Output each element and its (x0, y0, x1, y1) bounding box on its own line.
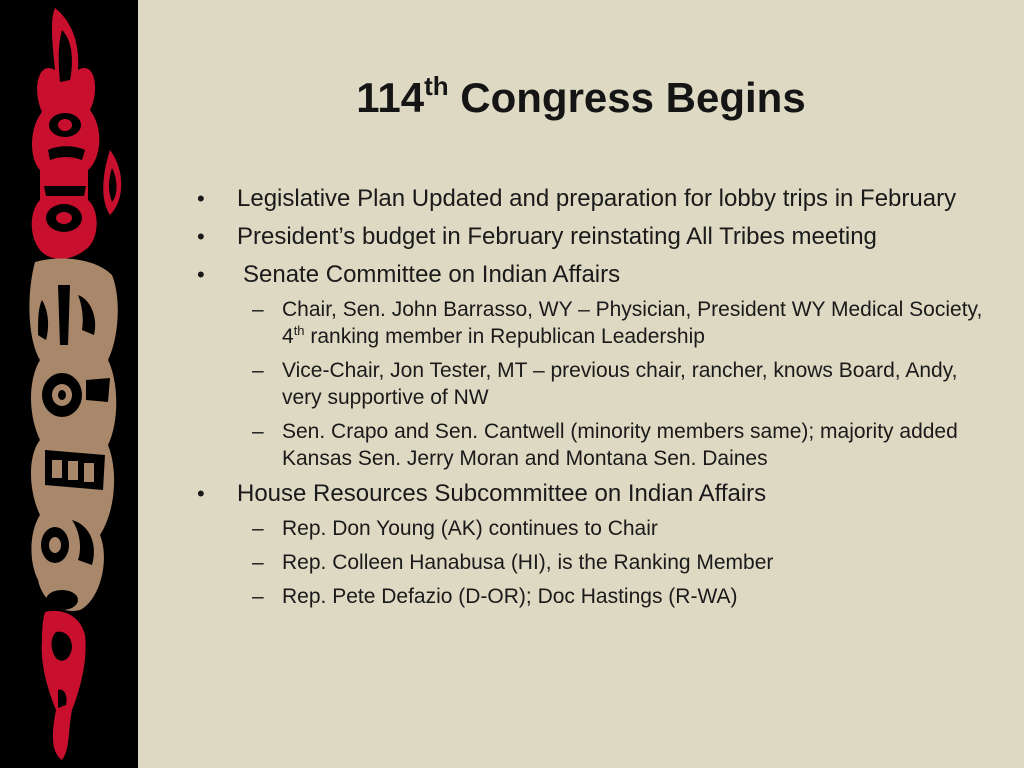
bullet-list (197, 184, 987, 617)
bullet-marker: • (197, 481, 205, 506)
dash-marker: – (252, 359, 264, 382)
sub-text: Sen. Crapo and Sen. Cantwell (minority members same); majority added Kansas Sen. Jerry Moran and Montana Sen. Daines (282, 420, 958, 470)
dash-marker: – (252, 517, 264, 540)
sub-text-before: Chair, Sen. John Barrasso, WY – Physician, President WY Medical Society, 4 (282, 298, 983, 348)
sub-item-vice-chair-tester (197, 357, 987, 411)
sub-text-superscript: th (293, 323, 305, 338)
sub-text-after: ranking member in Republican Leadership (304, 325, 705, 348)
bullet-item-senate-committee (197, 260, 987, 290)
title-superscript: th (424, 71, 449, 101)
bullet-item-legislative-plan (197, 184, 987, 214)
sub-text: Rep. Colleen Hanabusa (HI), is the Ranking Member (282, 551, 774, 574)
slide-title (138, 70, 1024, 126)
bullet-marker: • (197, 224, 205, 249)
sub-item-crapo-cantwell (197, 418, 987, 472)
sub-text: Vice-Chair, Jon Tester, MT – previous chair, rancher, knows Board, Andy, very supportive of NW (282, 359, 958, 409)
bullet-marker: • (197, 262, 205, 287)
bullet-item-presidents-budget (197, 222, 987, 252)
sub-text: Rep. Don Young (AK) continues to Chair (282, 517, 658, 540)
sub-item-don-young (197, 515, 987, 542)
formline-art-icon (0, 0, 138, 768)
bullet-text: Legislative Plan Updated and preparation for lobby trips in February (237, 185, 957, 212)
dash-marker: – (252, 420, 264, 443)
bullet-text: Senate Committee on Indian Affairs (243, 261, 621, 288)
sub-text: Rep. Pete Defazio (D-OR); Doc Hastings (R-WA) (282, 585, 738, 608)
bullet-text: House Resources Subcommittee on Indian Affairs (237, 480, 767, 507)
bullet-text: President’s budget in February reinstating All Tribes meeting (237, 223, 877, 250)
side-totem-art (0, 0, 138, 768)
sub-item-hanabusa (197, 549, 987, 576)
dash-marker: – (252, 585, 264, 608)
sub-item-defazio-hastings (197, 583, 987, 610)
title-text: Congress Begins (448, 74, 806, 121)
sub-item-chair-barrasso (197, 296, 987, 350)
bullet-marker: • (197, 186, 205, 211)
title-number: 114 (356, 74, 425, 121)
dash-marker: – (252, 551, 264, 574)
bullet-item-house-resources (197, 479, 987, 509)
dash-marker: – (252, 298, 264, 321)
